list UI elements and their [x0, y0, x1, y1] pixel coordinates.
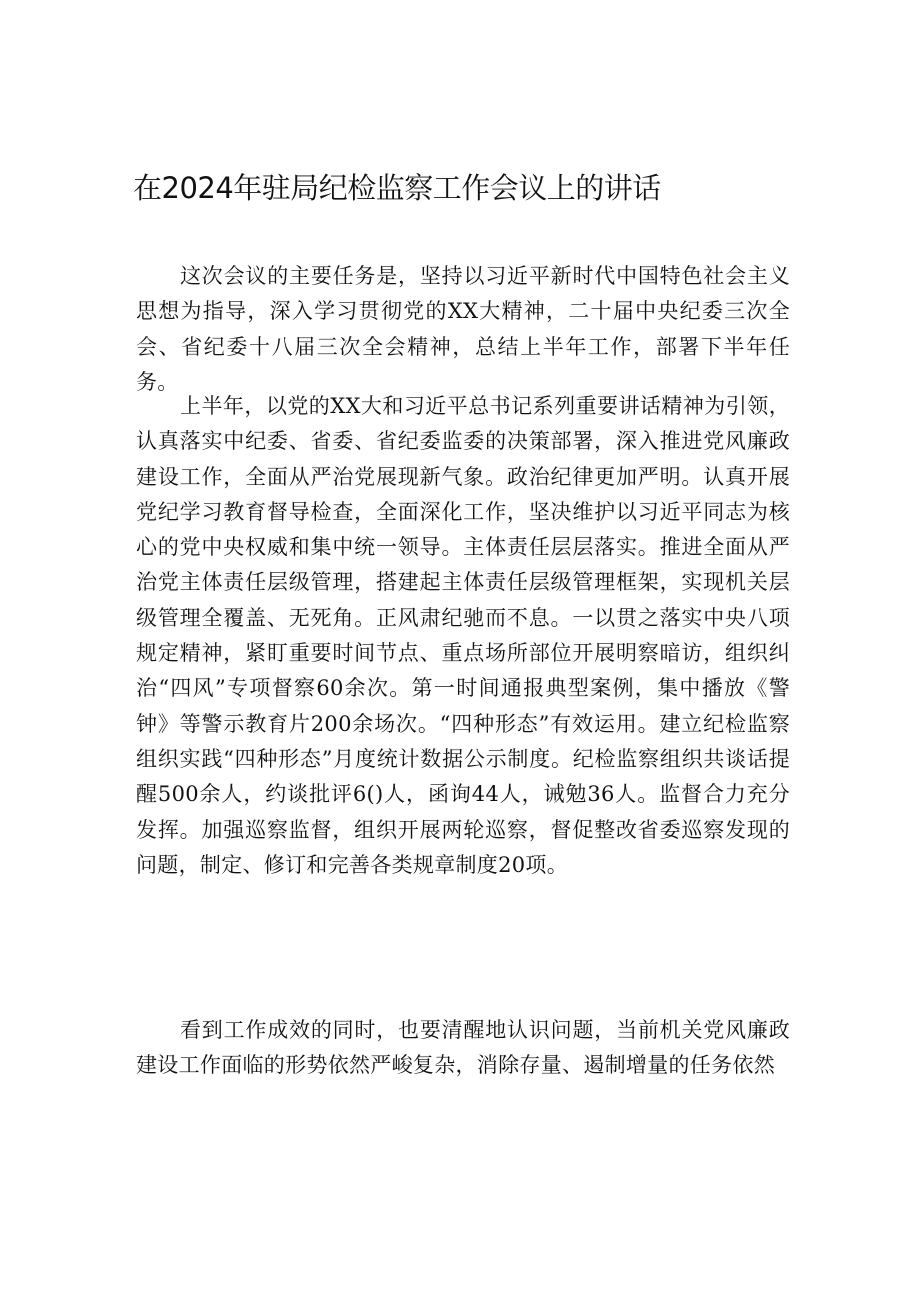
paragraph-meeting-tasks: 这次会议的主要任务是，坚持以习近平新时代中国特色社会主义思想为指导，深入学习贯彻党的XX大精神，二十届中央纪委三次全会、省纪委十八届三次全会精神，总结上半年工作，部署下半年任务。	[136, 264, 790, 394]
document-title: 在2024年驻局纪检监察工作会议上的讲话	[133, 171, 661, 205]
paragraph-first-half-review: 上半年，以党的XX大和习近平总书记系列重要讲话精神为引领，认真落实中纪委、省委、省纪委监委的决策部署，深入推进党风廉政建设工作，全面从严治党展现新气象。政治纪律更加严明。认真开展党纪学习教育督导检查，全面深化工作，坚决维护以习近平同志为核心的党中央权威和集中统一领导。主体责任层层落实。推进全面从严治党主体责任层级管理，搭建起主体责任层级管理框架，实现机关层级管理全覆盖、无死角。正风肃纪驰而不息。一以贯之落实中央八项规定精神，紧盯重要时间节点、重点场所部位开展明察暗访，组织纠治“四风”专项督察60余次。第一时间通报典型案例，集中播放《警钟》等警示教育片200余场次。“四种形态”有效运用。建立纪检监察组织实践“四种形态”月度统计数据公示制度。纪检监察组织共谈话提醒500余人，约谈批评6()人，函询44人，诫勉36人。监督合力充分发挥。加强巡察监督，组织开展两轮巡察，督促整改省委巡察发现的问题，制定、修订和完善各类规章制度20项。	[136, 394, 790, 877]
paragraph-problems: 看到工作成效的同时，也要清醒地认识问题，当前机关党风廉政建设工作面临的形势依然严峻复杂，消除存量、遏制增量的任务依然	[136, 1018, 790, 1078]
